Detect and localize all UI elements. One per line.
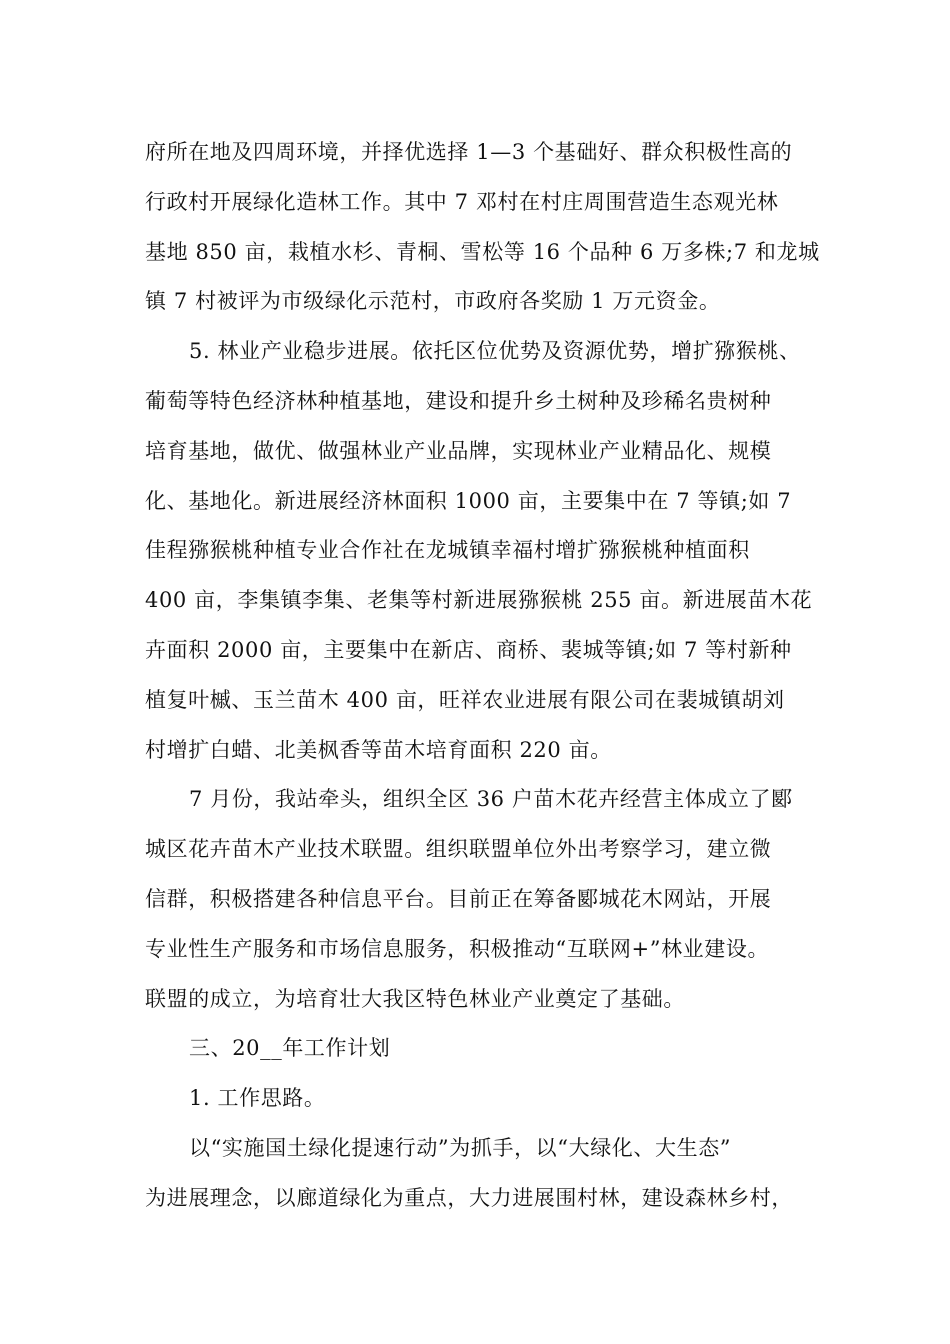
text-line: 村增扩白蜡、北美枫香等苗木培育面积 220 亩。: [145, 737, 612, 762]
text-line: 培育基地，做优、做强林业产业品牌，实现林业产业精品化、规模: [145, 438, 772, 463]
text-line: 信群，积极搭建各种信息平台。目前正在筹备郾城花木网站，开展: [145, 886, 772, 911]
text-line: 化、基地化。新进展经济林面积 1000 亩，主要集中在 7 等镇;如 7: [145, 488, 792, 513]
text-line: 植复叶槭、玉兰苗木 400 亩，旺祥农业进展有限公司在裴城镇胡刘: [145, 687, 785, 712]
text-line: 基地 850 亩，栽植水杉、青桐、雪松等 16 个品种 6 万多株;7 和龙城: [145, 239, 820, 264]
text-line: 行政村开展绿化造林工作。其中 7 邓村在村庄周围营造生态观光林: [145, 189, 779, 214]
section-heading: 三、20__年工作计划: [189, 1036, 391, 1061]
paragraph-start-line: 以“实施国土绿化提速行动”为抓手，以“大绿化、大生态”: [189, 1135, 732, 1160]
text-line: 镇 7 村被评为市级绿化示范村，市政府各奖励 1 万元资金。: [145, 289, 721, 314]
text-line: 佳程猕猴桃种植专业合作社在龙城镇幸福村增扩猕猴桃种植面积: [145, 538, 750, 563]
document-body: [145, 128, 820, 1224]
subsection-heading: 1. 工作思路。: [189, 1086, 326, 1111]
text-line: 400 亩，李集镇李集、老集等村新进展猕猴桃 255 亩。新进展苗木花: [145, 588, 813, 613]
paragraph-start-line: 7 月份，我站牵头，组织全区 36 户苗木花卉经营主体成立了郾: [189, 787, 793, 812]
text-line: 府所在地及四周环境，并择优选择 1—3 个基础好、群众积极性高的: [145, 140, 793, 164]
text-line: 城区花卉苗木产业技术联盟。组织联盟单位外出考察学习，建立微: [145, 837, 772, 862]
text-line: 葡萄等特色经济林种植基地，建设和提升乡土树种及珍稀名贵树种: [145, 388, 772, 413]
text-line: 专业性生产服务和市场信息服务，积极推动“互联网+”林业建设。: [145, 936, 770, 961]
paragraph-start-line: 5. 林业产业稳步进展。依托区位优势及资源优势，增扩猕猴桃、: [189, 339, 801, 364]
text-line: 联盟的成立，为培育壮大我区特色林业产业奠定了基础。: [145, 986, 685, 1011]
text-line: 为进展理念，以廊道绿化为重点，大力进展围村林，建设森林乡村，: [145, 1185, 793, 1210]
text-line: 卉面积 2000 亩，主要集中在新店、商桥、裴城等镇;如 7 等村新种: [145, 637, 792, 662]
